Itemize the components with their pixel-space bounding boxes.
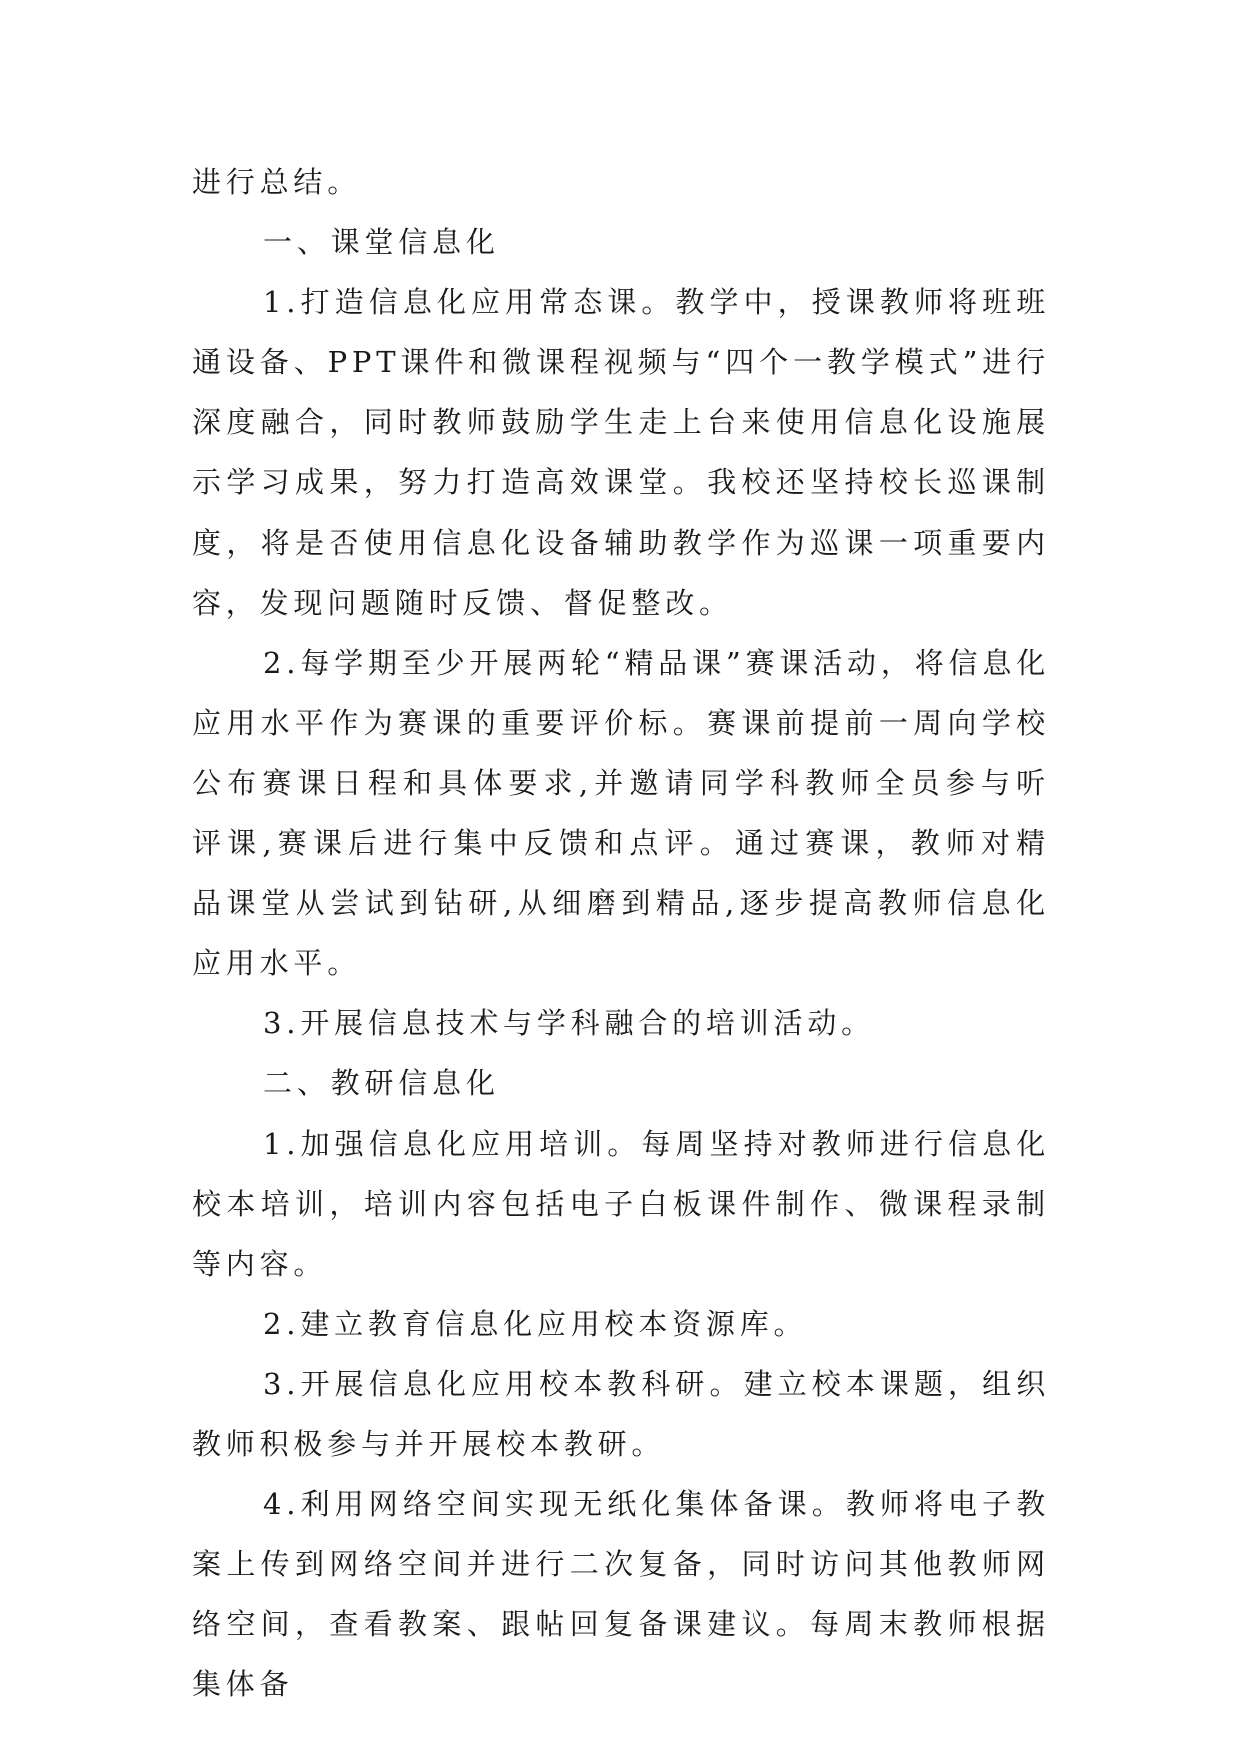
paragraph-research-4: 4.利用网络空间实现无纸化集体备课。教师将电子教案上传到网络空间并进行二次复备，同时访问其他教师网络空间，查看教案、跟帖回复备课建议。每周末教师根据集体备 bbox=[192, 1487, 1050, 1702]
section-heading-research: 二、教研信息化 bbox=[263, 1066, 500, 1101]
paragraph-research-2: 2.建立教育信息化应用校本资源库。 bbox=[263, 1306, 808, 1341]
paragraph-research-3: 3.开展信息化应用校本教科研。建立校本课题，组织教师积极参与并开展校本教研。 bbox=[192, 1366, 1050, 1461]
document-body bbox=[192, 152, 1050, 1714]
paragraph-continuation: 进行总结。 bbox=[192, 165, 362, 199]
paragraph-classroom-1: 1.打造信息化应用常态课。教学中，授课教师将班班通设备、PPT课件和微课程视频与“四个一教学模式”进行深度融合，同时教师鼓励学生走上台来使用信息化设施展示学习成果，努力打造高效课堂。我校还坚持校长巡课制度，将是否使用信息化设备辅助教学作为巡课一项重要内容，发现问题随时反馈、督促整改。 bbox=[192, 285, 1050, 620]
paragraph-classroom-3: 3.开展信息技术与学科融合的培训活动。 bbox=[263, 1006, 875, 1041]
paragraph-classroom-2: 2.每学期至少开展两轮“精品课”赛课活动，将信息化应用水平作为赛课的重要评价标。赛课前提前一周向学校公布赛课日程和具体要求,并邀请同学科教师全员参与听评课,赛课后进行集中反馈和点评。通过赛课，教师对精品课堂从尝试到钻研,从细磨到精品,逐步提高教师信息化应用水平。 bbox=[192, 645, 1050, 981]
paragraph-research-1: 1.加强信息化应用培训。每周坚持对教师进行信息化校本培训，培训内容包括电子白板课件制作、微课程录制等内容。 bbox=[192, 1126, 1050, 1281]
section-heading-classroom: 一、课堂信息化 bbox=[263, 225, 500, 260]
